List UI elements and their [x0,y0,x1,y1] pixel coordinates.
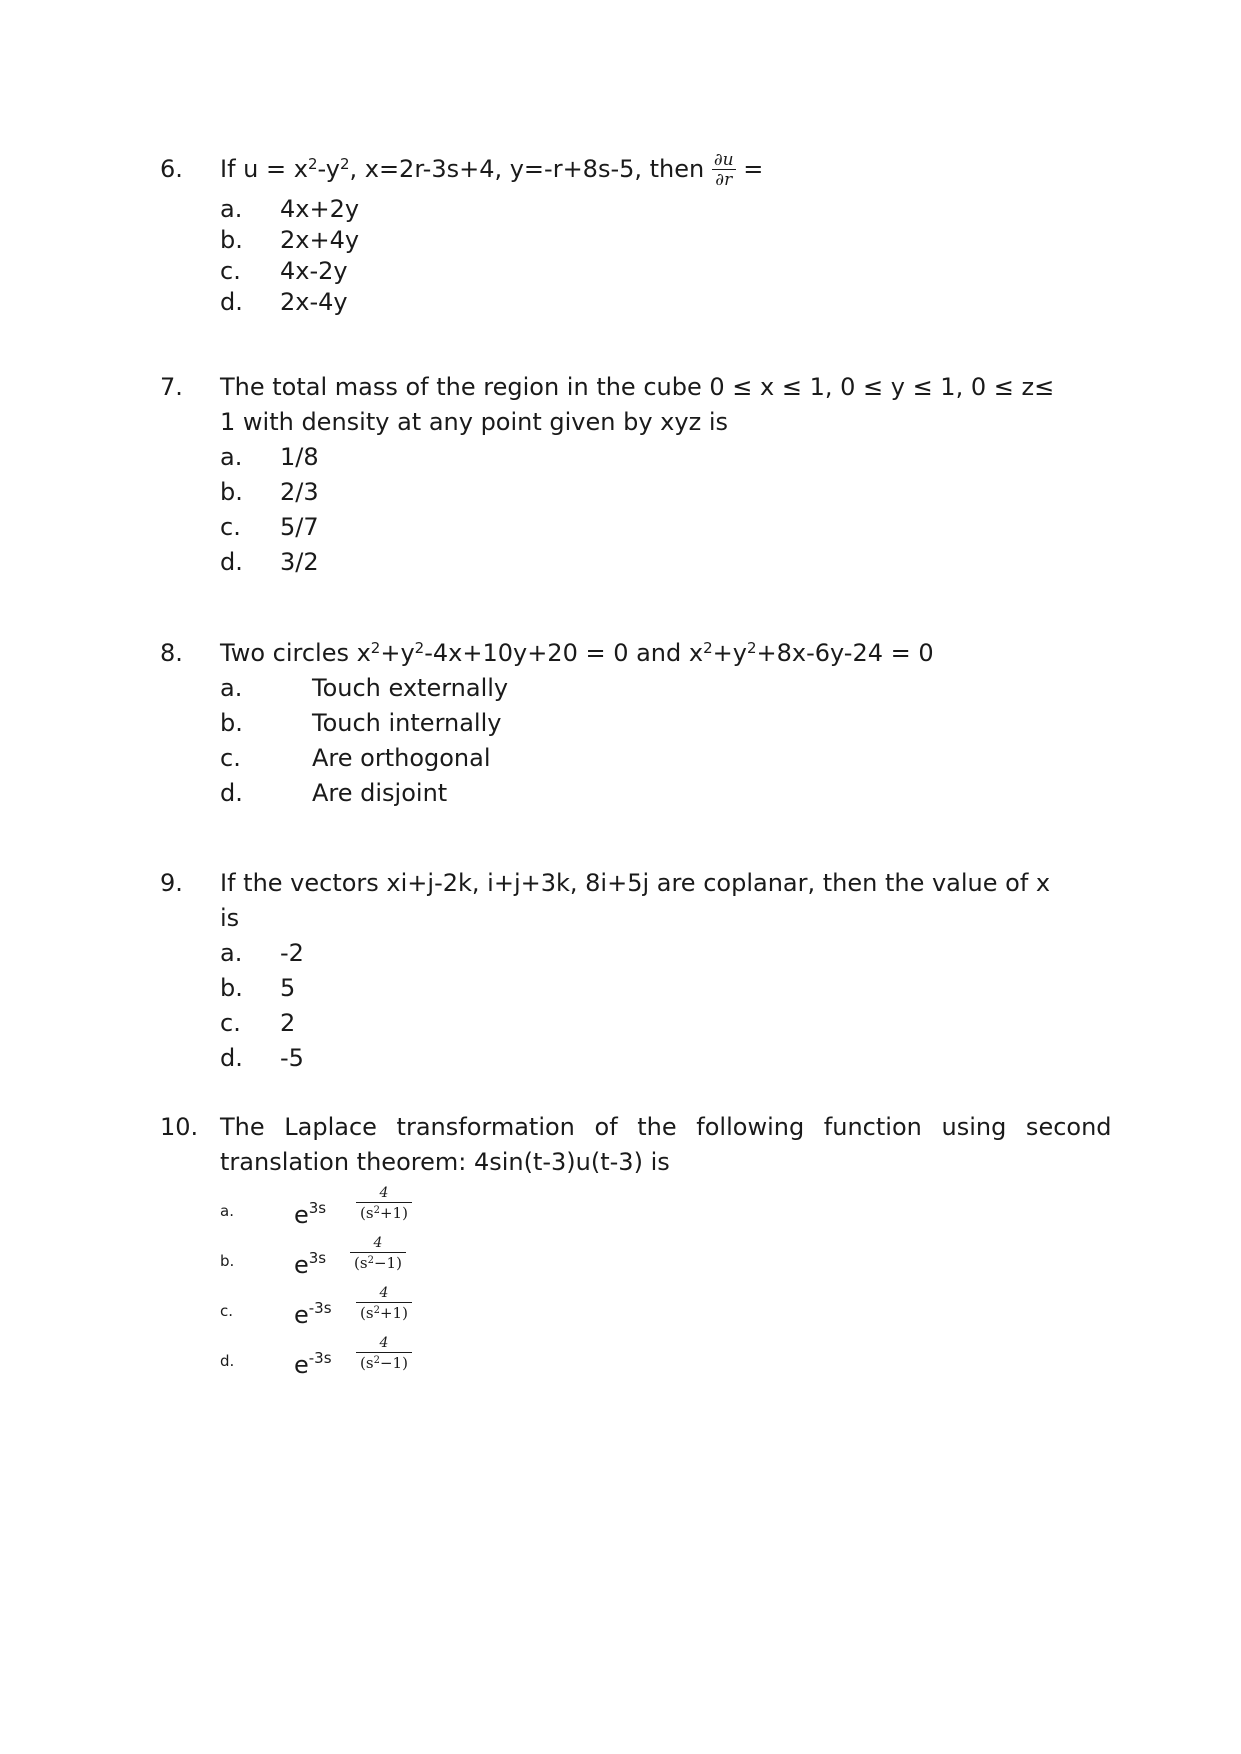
question-text: If $u = x^2-y^2$, x=2r-3s+4, y=-r+8s-5, then $\frac{\partial u}{\partial r}$ = [220,149,764,190]
question-number: 6. [160,155,183,183]
question-text: If the vectors xi+j-2k, i+j+3k, 8i+5j are coplanar, then the value of x is [220,869,1051,932]
option-a: a. $e^{3s}$ 4 $(s^2+1)$ [220,1184,620,1234]
question-number: 10. [160,1113,199,1141]
question-text: Two circles $x^2+y^2-4x+10y+20 = 0$ and $x^2+y^2+8x-6y-24 = 0$ [220,639,934,667]
option-d: d. $e^{-3s}$ 4 $(s^2-1)$ [220,1334,620,1384]
fraction: 4 $(s^2-1)$ [356,1334,412,1373]
question-text: The Laplace transformation of the following function using second translation theorem: 4sin(t-3)u(t-3) is [220,1113,1112,1176]
fraction: 4 $(s^2+1)$ [356,1284,412,1323]
question-number: 7. [160,373,183,401]
fraction: 4 $(s^2-1)$ [350,1234,406,1273]
option-c: c. $e^{-3s}$ 4 $(s^2+1)$ [220,1284,620,1334]
option-b: b. $e^{3s}$ 4 $(s^2-1)$ [220,1234,620,1284]
question-text: The total mass of the region in the cube 0 ≤ x ≤ 1, 0 ≤ y ≤ 1, 0 ≤ z≤ 1 with density at any point given by xyz is [220,373,1055,436]
fraction: 4 $(s^2+1)$ [356,1184,412,1223]
question-number: 8. [160,639,183,667]
question-number: 9. [160,869,183,897]
partial-derivative: $\frac{\partial u}{\partial r}$ [713,149,734,190]
